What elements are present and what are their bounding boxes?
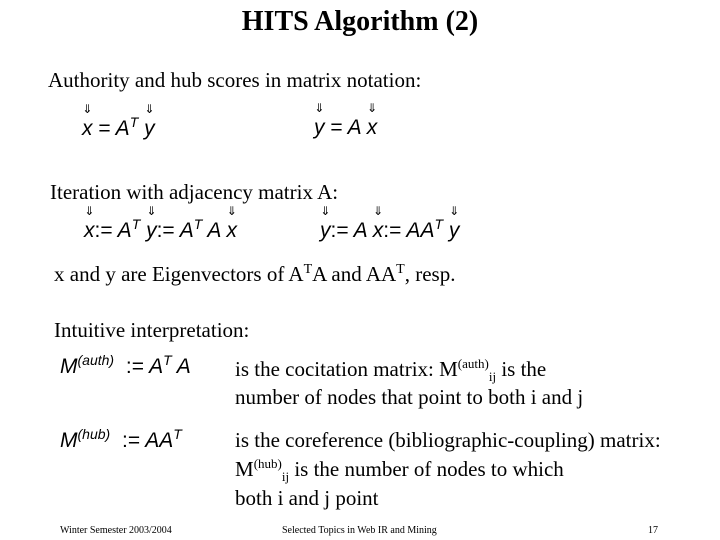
assign-sign: := — [122, 429, 141, 452]
hub-description-line-1: is the coreference (bibliographic-coupling) matrix: — [235, 428, 661, 452]
transpose-sup: T — [131, 216, 141, 232]
hub-desc-m: M — [235, 457, 254, 481]
matrix-a: A — [115, 117, 130, 140]
matrix-a: A — [149, 355, 164, 378]
matrix-a: A — [353, 219, 367, 242]
matrix-notation-heading: Authority and hub scores in matrix notation: — [48, 68, 422, 92]
hub-sup: (hub) — [77, 426, 111, 442]
transpose-sup: T — [396, 262, 405, 277]
auth-desc-text: is the cocitation matrix: M — [235, 357, 458, 381]
eigenvector-line — [54, 262, 455, 287]
eigenvector-text-1: x and y are Eigenvectors of A — [54, 262, 304, 286]
auth-description-line-2: number of nodes that point to both i and j — [235, 385, 584, 409]
equals-sign: = — [330, 116, 343, 139]
assign-sign: := — [156, 219, 175, 242]
hub-desc-sup: (hub) — [253, 456, 282, 471]
vector-x: ⇓ x — [84, 217, 95, 243]
transpose-sup: T — [173, 426, 182, 442]
assign-sign: := — [383, 219, 402, 242]
transpose-sup: T — [193, 216, 203, 232]
matrix-m: M — [60, 355, 78, 378]
hub-description-line-3: both i and j point — [235, 486, 379, 510]
hub-equation — [314, 114, 377, 140]
vector-y: ⇓ y — [144, 115, 155, 141]
matrix-a: A — [117, 219, 132, 242]
assign-sign: := — [94, 219, 113, 242]
slide-title: HITS Algorithm (2) — [241, 6, 479, 37]
hub-matrix-formula — [60, 426, 182, 453]
equals-sign: = — [98, 117, 111, 140]
matrix-a: A — [406, 219, 421, 242]
eigenvector-text-3: , resp. — [404, 262, 456, 286]
matrix-aa: AA — [145, 429, 174, 452]
vector-y: ⇓ y — [146, 217, 157, 243]
vector-y: ⇓ y — [320, 217, 331, 243]
iteration-heading: Iteration with adjacency matrix A: — [50, 180, 339, 204]
interpretation-heading: Intuitive interpretation: — [54, 318, 250, 342]
footer-semester: Winter Semester 2003/2004 — [60, 525, 172, 536]
transpose-sup: T — [129, 114, 139, 130]
vector-y: ⇓ y — [314, 114, 325, 140]
assign-sign: := — [125, 355, 145, 378]
auth-matrix-formula — [60, 352, 191, 379]
vector-y: ⇓ y — [449, 217, 460, 243]
authority-iteration — [84, 216, 237, 243]
auth-desc-end: is the — [496, 357, 547, 381]
matrix-a: A — [207, 219, 221, 242]
matrix-a: A — [347, 116, 361, 139]
vector-x: ⇓ x — [373, 217, 384, 243]
matrix-a: A — [176, 355, 191, 378]
auth-sup: (auth) — [77, 352, 115, 368]
auth-desc-sup: (auth) — [457, 356, 489, 371]
matrix-m: M — [60, 429, 78, 452]
transpose-sup: T — [434, 216, 444, 232]
footer-page-number: 17 — [648, 525, 658, 536]
hub-desc-text: is the number of nodes to which — [289, 457, 564, 481]
matrix-a: A — [420, 219, 435, 242]
auth-description-line-1 — [235, 356, 546, 385]
hub-description-line-2 — [235, 456, 564, 485]
auth-desc-sub: ij — [488, 369, 497, 385]
footer-course: Selected Topics in Web IR and Mining — [282, 525, 437, 536]
transpose-sup: T — [303, 262, 313, 277]
vector-x: ⇓ x — [367, 114, 378, 140]
vector-x: ⇓ x — [226, 217, 237, 243]
hub-desc-sub: ij — [281, 469, 290, 485]
transpose-sup: T — [163, 352, 172, 368]
assign-sign: := — [330, 219, 349, 242]
authority-equation — [82, 114, 155, 141]
matrix-a: A — [179, 219, 194, 242]
hub-iteration — [320, 216, 459, 243]
eigenvector-text-2: A and AA — [312, 262, 397, 286]
vector-x: ⇓ x — [82, 115, 93, 141]
